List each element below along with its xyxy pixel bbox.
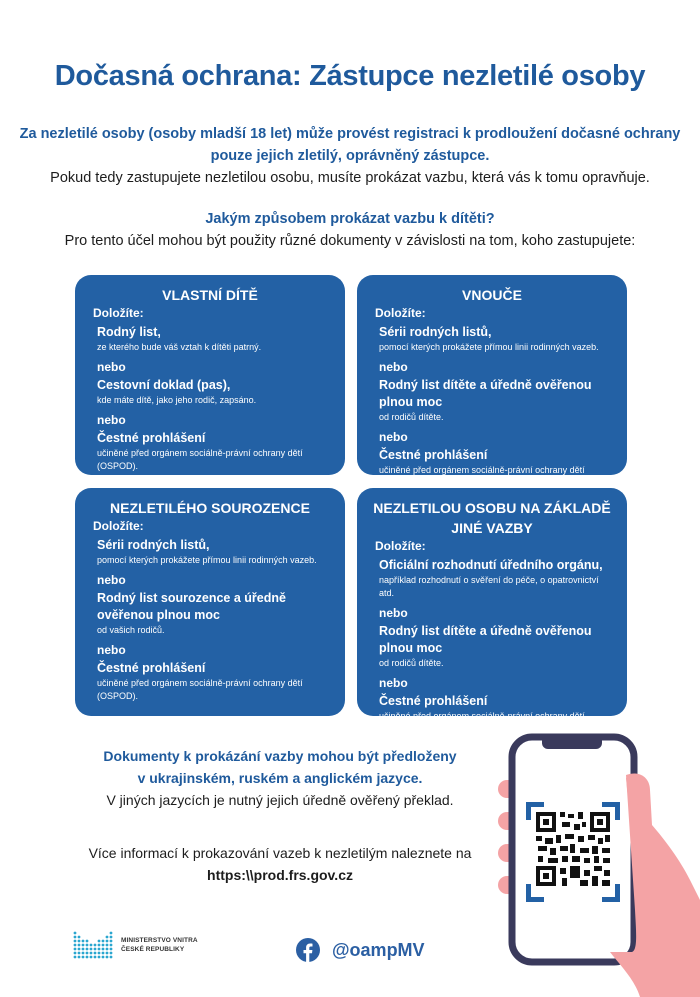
social-link[interactable] [296, 938, 425, 962]
ministry-logo-icon [73, 930, 113, 960]
intro-lead-line-2: pouze jejich zletilý, oprávněný zástupce. [210, 148, 490, 164]
item-title: Čestné prohlášení [379, 694, 488, 708]
phone-notch [542, 735, 602, 749]
item-title: Cestovní doklad (pas), [97, 378, 231, 392]
ministry-logo [73, 930, 198, 960]
documents-lead-line-2: v ukrajinském, ruském a anglickém jazyce. [137, 770, 423, 786]
item-title: Rodný list dítěte a úředně ověřenou plnou moc [379, 624, 592, 655]
ministry-name-line-1: MINISTERSTVO VNITRA [121, 937, 198, 944]
question-text: Pro tento účel mohou být použity různé dokumenty v závislosti na tom, koho zastupujete: [64, 233, 636, 249]
item-desc: například rozhodnutí o svěření do péče, o opatrovnictví atd. [379, 575, 599, 598]
ministry-name-line-2: ČESKÉ REPUBLIKY [121, 946, 185, 953]
item-desc: od rodičů dítěte. [379, 658, 444, 668]
item-desc: pomocí kterých prokážete přímou linii rodinných vazeb. [97, 555, 317, 565]
box-grandchild [357, 275, 627, 488]
question-section [0, 208, 700, 252]
intro-text: Pokud tedy zastupujete nezletilou osobu, musíte prokázat vazbu, která vás k tomu opravňuje. [50, 170, 650, 186]
item-title: Rodný list dítěte a úředně ověřenou plnou moc [379, 378, 592, 409]
phone-qr-illustration [490, 730, 700, 997]
more-info [60, 842, 500, 886]
box-title: NEZLETILOU OSOBU NA ZÁKLADĚ JINÉ VAZBY [373, 500, 611, 536]
box-label: Doložíte: [375, 539, 426, 553]
ministry-name [121, 936, 198, 954]
separator-or: nebo [379, 360, 408, 374]
item-title: Čestné prohlášení [97, 431, 206, 445]
item-title: Rodný list, [97, 325, 161, 339]
separator-or: nebo [97, 573, 126, 587]
item-desc: učiněné před orgánem sociálně-právní ochrany dětí (OSPOD). [97, 678, 303, 701]
more-info-text: Více informací k prokazování vazeb k nezletilým naleznete na [88, 845, 472, 861]
documents-note [60, 745, 500, 811]
item-desc: učiněné před orgánem sociálně-právní ochrany dětí (OSPOD). [379, 465, 585, 488]
separator-or: nebo [97, 643, 126, 657]
facebook-icon[interactable] [296, 938, 320, 962]
separator-or: nebo [97, 413, 126, 427]
box-own-child [75, 275, 345, 475]
item-title: Čestné prohlášení [379, 448, 488, 462]
box-minor-sibling [75, 488, 345, 716]
box-title: NEZLETILÉHO SOUROZENCE [110, 500, 310, 516]
box-label: Doložíte: [93, 306, 144, 320]
item-desc: učiněné před orgánem sociálně-právní ochrany dětí (OSPOD). [97, 448, 303, 471]
item-desc: pomocí kterých prokážete přímou linii rodinných vazeb. [379, 342, 599, 352]
separator-or: nebo [379, 676, 408, 690]
intro-lead-line-1: Za nezletilé osoby (osoby mladší 18 let) může provést registraci k prodloužení dočasné ochrany [19, 126, 681, 142]
box-label: Doložíte: [93, 519, 144, 533]
item-desc: učiněné před orgánem sociálně-právní ochrany dětí (OSPOD). [379, 711, 585, 734]
item-title: Sérii rodných listů, [379, 325, 492, 339]
item-desc: od vašich rodičů. [97, 625, 165, 635]
item-title: Rodný list sourozence a úředně ověřenou plnou moc [97, 591, 286, 622]
box-title: VLASTNÍ DÍTĚ [162, 287, 258, 303]
intro-section [0, 123, 700, 189]
documents-text: V jiných jazycích je nutný jejich úředně ověřený překlad. [106, 792, 454, 808]
separator-or: nebo [97, 360, 126, 374]
question-heading: Jakým způsobem prokázat vazbu k dítěti? [205, 211, 495, 227]
item-title: Čestné prohlášení [97, 661, 206, 675]
social-handle[interactable]: @oampMV [332, 939, 425, 960]
documents-lead-line-1: Dokumenty k prokázání vazby mohou být předloženy [103, 748, 457, 764]
separator-or: nebo [379, 430, 408, 444]
box-other-relation [357, 488, 627, 734]
box-title: VNOUČE [462, 287, 522, 303]
item-desc: od rodičů dítěte. [379, 412, 444, 422]
item-title: Oficiální rozhodnutí úředního orgánu, [379, 558, 603, 572]
item-title: Sérii rodných listů, [97, 538, 210, 552]
page-title: Dočasná ochrana: Zástupce nezletilé osoby [54, 60, 646, 92]
item-desc: ze kterého bude váš vztah k dítěti patrný. [97, 342, 262, 352]
frs-link[interactable]: https:\\prod.frs.gov.cz [207, 867, 353, 883]
box-label: Doložíte: [375, 306, 426, 320]
separator-or: nebo [379, 606, 408, 620]
item-desc: kde máte dítě, jako jeho rodič, zapsáno. [97, 395, 257, 405]
